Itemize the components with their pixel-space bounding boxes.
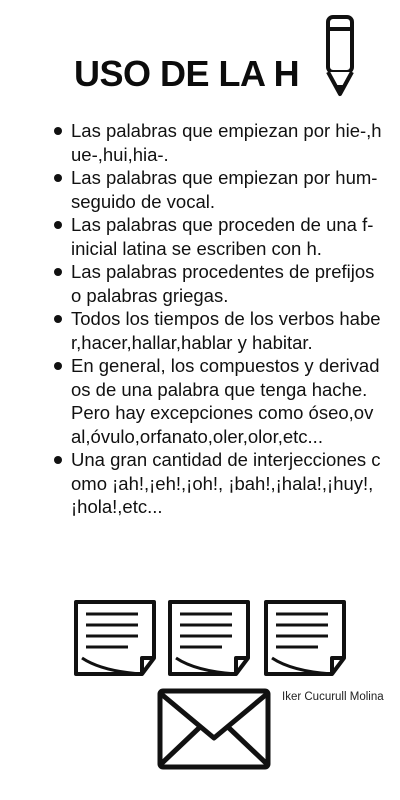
rule-text: Las palabras que empiezan por hie-,hue-,hui,hia-. <box>71 120 382 165</box>
author-name: Iker Cucurull Molina <box>282 691 384 703</box>
note-icon <box>72 598 168 678</box>
rule-text: En general, los compuestos y derivados de una palabra que tenga hache. Pero hay excepciones como óseo,oval,óvulo,orfanato,oler,olor,etc... <box>71 355 380 447</box>
rules-list <box>52 119 382 519</box>
envelope-icon <box>157 688 271 770</box>
rule-text: Una gran cantidad de interjecciones como ¡ah!,¡eh!,¡oh!, ¡bah!,¡hala!,¡huy!,¡hola!,etc... <box>71 449 381 517</box>
pencil-icon <box>322 14 358 98</box>
note-icon <box>166 598 262 678</box>
bullet <box>54 456 62 464</box>
bullet <box>54 221 62 229</box>
rule-item <box>52 448 382 519</box>
rule-item <box>52 354 382 448</box>
rule-item <box>52 119 382 166</box>
bullet <box>54 127 62 135</box>
bullet <box>54 362 62 370</box>
rule-item <box>52 307 382 354</box>
page-title: USO DE LA H <box>74 53 300 94</box>
rule-text: Todos los tiempos de los verbos haber,hacer,hallar,hablar y habitar. <box>71 308 381 353</box>
rule-item <box>52 166 382 213</box>
rule-text: Las palabras que proceden de una f- inicial latina se escriben con h. <box>71 214 374 259</box>
bullet <box>54 315 62 323</box>
bullet <box>54 174 62 182</box>
note-icon <box>262 598 358 678</box>
bullet <box>54 268 62 276</box>
rule-item <box>52 213 382 260</box>
rule-item <box>52 260 382 307</box>
rule-text: Las palabras procedentes de prefijos o palabras griegas. <box>71 261 375 306</box>
rule-text: Las palabras que empiezan por hum- seguido de vocal. <box>71 167 378 212</box>
